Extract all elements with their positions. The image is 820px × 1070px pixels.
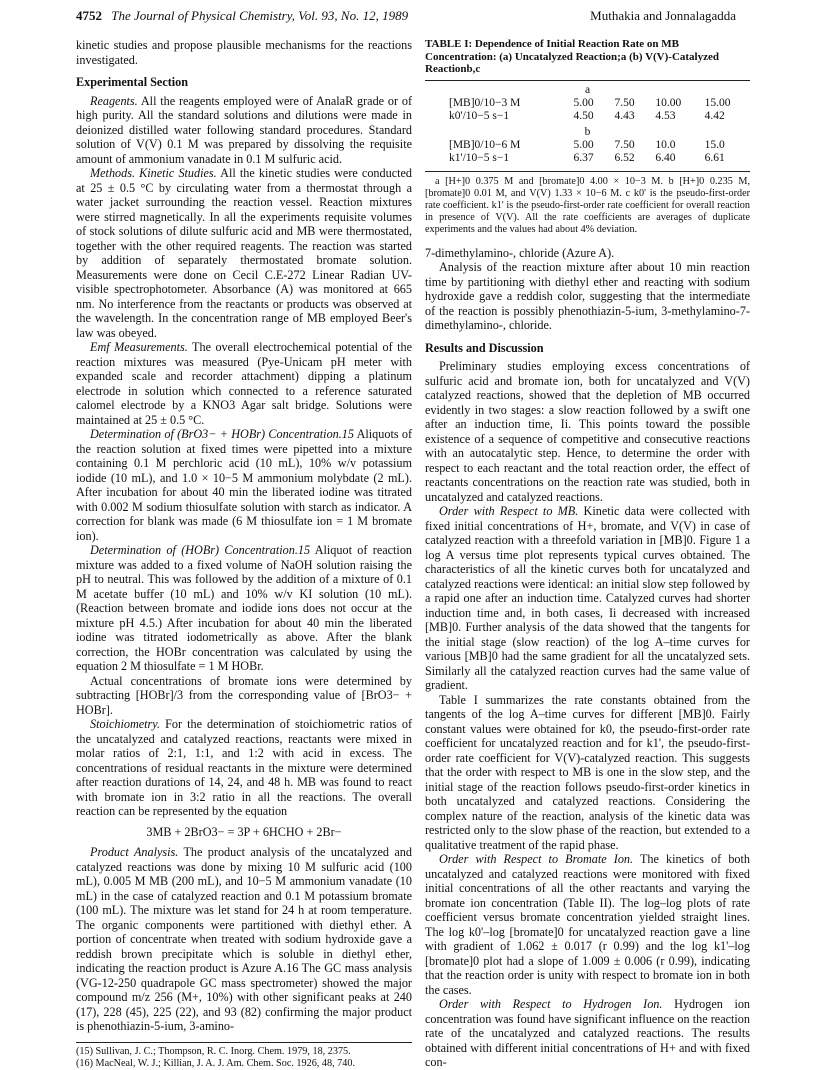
methods-text: All the kinetic studies were conducted at 25 ± 0.5 °C by circulating water from a thermostat through a water jacket surrounding the reaction vessel. Reaction mixtures were stirred magnetically. In all the experiments requisite volumes of stock solutions of dilute sulfuric acid and MB were thermostated, together with the other required reagents. The reaction was started by addition of separately thermostated bromate solution. Measurements were done on Cecil C.E-272 Linear Radian UV-visible spectrophotometer. Absorbance (A) was monitored at 665 nm. No interference from the reactants or products was observed at the wavelength. In the concentration range of MB employed Beer's law was obeyed. — [76, 166, 413, 340]
table-cell: 10.00 — [655, 96, 682, 109]
emf-text: The overall electrochemical potential of the reaction mixtures was measured (Pye-Unicam pH meter with expanded scale and recorder attachment) dipping a platinum electrode in solution which connected to a reference saturated calomel electrode by a KNO3 Agar salt bridge. Solutions were maintained at 25 ± 0.5 °C. — [76, 340, 413, 427]
footnote-15: (15) Sullivan, J. C.; Thompson, R. C. Inorg. Chem. 1979, 18, 2375. — [76, 1045, 351, 1057]
order-bromate-text: The kinetics of both uncatalyzed and catalyzed reactions were monitored with fixed initial concentrations of all the other reactants and varying the bromate ion concentration (Table II). The log–log plots of rate coefficient versus bromate concentration yielded straight lines. The log k0'–log [bromate]0 for uncatalyzed reaction gave a line with gradient of 1.062 ± 0.017 (r 0.99) and the log k1'–log [bromate]0 plot had a slope of 1.009 ± 0.006 (r 0.99), indicating that the reaction order is unity with respect to bromate ion in both the cases. — [425, 852, 750, 997]
actual-paragraph: Actual concentrations of bromate ions were determined by subtracting [HOBr]/3 from the corresponding value of [BrO3− + HOBr]. — [76, 673, 412, 717]
reagents-text: All the reagents employed were of AnalaR grade or of high purity. All the standard solutions and dilutions were made in deionized distilled water following standard procedures. Standard solution of V(V) 0.1 M was prepared by dissolving the requisite amount of ammonium vanadate in 0.1 M sulfuric acid. — [76, 93, 412, 166]
table-cell: 4.42 — [704, 109, 725, 122]
order-hydrogen-paragraph — [425, 997, 750, 1070]
table-cell: 5.00 — [573, 96, 594, 109]
table-cell: 6.61 — [704, 151, 725, 164]
reaction-equation: 3MB + 2BrO3− = 3P + 6HCHO + 2Br− — [146, 824, 342, 839]
table-cell: 4.50 — [573, 109, 594, 122]
order-hydrogen-label: Order with Respect to Hydrogen Ion. — [439, 997, 663, 1011]
methods-paragraph — [76, 166, 412, 340]
table-cell: 4.43 — [614, 109, 635, 122]
left-column — [76, 38, 412, 1070]
order-mb-label: Order with Respect to MB. — [439, 504, 579, 518]
bromate-hobr-text: Aliquots of the reaction solution at fixed times were pipetted into a mixture containing 0.1 M perchloric acid (10 mL), 10% w/v potassium iodide (10 mL), and 1.0 × 10−5 M ammonium molybdate (2 mL). After incubation for about 40 min the liberated iodine was titrated with 0.002 M sodium thiosulfate solution with starch as indicator. A correction for blank was made (6 M thiosulfate ion = 1 M bromate ion). — [76, 427, 413, 543]
table-section-b: b — [584, 125, 591, 138]
methods-label: Methods. Kinetic Studies. — [90, 166, 217, 180]
bromate-hobr-paragraph — [76, 427, 412, 543]
table-caption: TABLE I: Dependence of Initial Reaction Rate on MB Concentration: (a) Uncatalyzed Reaction;a (b) V(V)-Catalyzed Reactionb,c — [425, 38, 719, 75]
results-heading: Results and Discussion — [425, 340, 544, 355]
emf-label: Emf Measurements. — [90, 340, 188, 354]
table-cell: 4.53 — [655, 109, 676, 122]
preliminary-paragraph: Preliminary studies employing excess concentrations of sulfuric acid and bromate ion, both for uncatalyzed and V(V) catalyzed reactions, showed that the depletion of MB occurred evidently in two stages: a slow reaction followed by a swift one after an induction time, Ii. This points toward the possible existence of a sequence of competitive and consecutive reactions with an autocatalytic step. Hence, to determine the order with respect to each reactant and the total reaction order, the effect of reactants concentrations on the reaction rate was studied, both in uncatalyzed and catalyzed reactions. — [425, 359, 750, 504]
product-text: The product analysis of the uncatalyzed and catalyzed reactions was done by mixing 10 M sulfuric acid (100 mL), 0.005 M MB (200 mL), and 10−5 M ammonium vanadate (10 mL) in the case of catalyzed reaction and 0.1 M potassium bromate (100 mL). The mixture was let stand for 24 h at room temperature. The organic components were partitioned with diethyl ether. A portion of concentrate when treated with sodium hydroxide gave a reddish brown precipitate which is soluble in diethyl ether, indicating the reaction product is Azure A.16 The GC mass analysis (VG-12-250 quadrapole GC mass spectrometer) showed the major compound m/z 256 (M+, 10%) with other significant peaks at 240 (17), 228 (45), 225 (22), and 93 (82) confirming the major product is phenothiazin-5-ium, 3-amino- — [76, 845, 412, 1033]
header-authors: Muthakia and Jonnalagadda — [590, 8, 736, 23]
stoichiometry-paragraph — [76, 717, 412, 819]
table-row — [425, 97, 750, 110]
footnotes — [76, 1042, 412, 1070]
table-cell: 7.50 — [614, 138, 635, 151]
hobr-paragraph — [76, 543, 412, 674]
table-row — [425, 139, 750, 152]
table-cell: 15.00 — [704, 96, 731, 109]
hobr-label: Determination of (HOBr) Concentration.15 — [90, 543, 311, 557]
header-left — [76, 8, 408, 24]
intro-paragraph: kinetic studies and propose plausible mechanisms for the reactions investigated. — [76, 38, 412, 67]
stoichiometry-label: Stoichiometry. — [90, 717, 161, 731]
spacer — [425, 236, 750, 246]
order-mb-paragraph — [425, 504, 750, 693]
rate-table — [425, 80, 750, 172]
journal-title: The Journal of Physical Chemistry, Vol. 93, No. 12, 1989 — [111, 8, 409, 23]
table-cell: 6.37 — [573, 151, 594, 164]
order-bromate-label: Order with Respect to Bromate Ion. — [439, 852, 634, 866]
table-notes: a [H+]0 0.375 M and [bromate]0 4.00 × 10−3 M. b [H+]0 0.235 M, [bromate]0 0.01 M, and V(V) 1.33 × 10−6 M. c k0' is the pseudo-first-order rate coefficient. k1' is the pseudo-first-order rate coefficient for overall reaction in presence of V(V). All the rate coefficients are averages of duplicate experiments and the values had about 4% deviation. — [425, 175, 750, 235]
experimental-heading: Experimental Section — [76, 75, 189, 89]
analysis-paragraph: Analysis of the reaction mixture after about 10 min reaction time by partitioning with diethyl ether and reacting with sodium hydroxide gave a reddish color, suggesting that the intermediate of the reaction is possibly phenothiazin-5-ium, 3-methylamino-7-dimethylamino-, chloride. — [425, 260, 750, 332]
continued-paragraph: 7-dimethylamino-, chloride (Azure A). — [425, 245, 615, 260]
product-label: Product Analysis. — [90, 845, 179, 859]
right-column — [425, 38, 750, 1070]
table-row — [425, 110, 750, 123]
order-mb-text: Kinetic data were collected with fixed initial concentrations of H+, bromate, and V(V) in case of catalyzed reaction with a threefold variation in [MB]0. Figure 1 a log A versus time plot represents typical curves obtained. The characteristics of all the kinetic curves both for uncatalyzed and catalyzed reactions were identical: an initial slow step followed by a rapid one after an induction time. Catalyzed curves had shorter induction time and, in both cases, Ii decreased with increased [MB]0. Further analysis of the data showed that the tangents for the initial stage (slow reaction) of the log A–time curves for various [MB]0 had the same gradient for all the uncatalyzed sets. Similarly all the catalyzed reaction curves had the same value of gradient. — [425, 504, 750, 692]
footnote-16: (16) MacNeal, W. J.; Killian, J. A. J. Am. Chem. Soc. 1926, 48, 740. — [76, 1057, 356, 1069]
emf-paragraph — [76, 340, 412, 427]
table-cell: 7.50 — [614, 96, 635, 109]
table-cell: 6.52 — [614, 151, 635, 164]
table-spacer — [425, 165, 750, 172]
table-row-label: k1'/10−5 s−1 — [449, 151, 510, 164]
order-hydrogen-text: Hydrogen ion concentration was found have significant influence on the reaction rate of the uncatalyzed and catalyzed reactions. The results obtained with different initial concentrations of H+ and with fixed con- — [425, 997, 751, 1069]
table-row-label: [MB]0/10−6 M — [449, 138, 521, 151]
table-cell: 15.0 — [704, 138, 725, 151]
product-paragraph — [76, 845, 412, 1034]
reagents-paragraph — [76, 94, 412, 167]
table-row — [425, 152, 750, 165]
table-cell: 6.40 — [655, 151, 676, 164]
reagents-label: Reagents. — [90, 93, 138, 108]
table-summary-paragraph: Table I summarizes the rate constants obtained from the tangents of the log A–time curves for different [MB]0. Fairly constant values were obtained for k0, the pseudo-first-order rate coefficient for uncatalyzed reaction and for k1', the pseudo-first-order rate coefficient for V(V)-catalyzed reaction. This suggests that the order with respect to MB is one in the slow step, and the initial stage of the reaction follows pseudo-first-order kinetics in both uncatalyzed and catalyzed reactions. Considering the complex nature of the reaction, analysis of the kinetic data was restricted only to the slow phase of the reaction, but extended to a qualitative treatment of the rapid phase. — [425, 692, 750, 852]
stoichiometry-text: For the determination of stoichiometric ratios of the uncatalyzed and catalyzed reactions, reactants were mixed in molar ratios of 2:1, 1:1, and 1:2 with acid in excess. The concentrations of residual reactants in the mixture were determined after reaction durations of 14, 24, and 48 h. MB was found to react with bromate ion in 3:2 ratio in all the reactions. The overall reaction can be represented by the equation — [76, 717, 413, 818]
table-row-label: [MB]0/10−3 M — [449, 96, 521, 109]
table-row-label: k0'/10−5 s−1 — [449, 109, 510, 122]
table-cell: 5.00 — [573, 138, 594, 151]
running-header — [76, 6, 736, 26]
table-section-a: a — [584, 83, 591, 96]
table-cell: 10.0 — [655, 138, 676, 151]
page-number: 4752 — [76, 8, 102, 23]
hobr-text: Aliquot of reaction mixture was added to a fixed volume of NaOH solution raising the pH to neutral. This was followed by the addition of a mixture of 0.1 M acetate buffer (10 mL) and 10% w/v KI solution (10 mL). (Reaction between bromate and iodide ions does not occur at the mixture pH 4.5.) After incubation for about 40 min the liberated iodine was titrated iodometrically as above. After the blank correction, the HOBr concentration was calculated by using the equation 2 M thiosulfate = 1 M HOBr. — [76, 543, 413, 673]
order-bromate-paragraph — [425, 852, 750, 997]
bromate-hobr-label: Determination of (BrO3− + HOBr) Concentration.15 — [90, 427, 354, 441]
